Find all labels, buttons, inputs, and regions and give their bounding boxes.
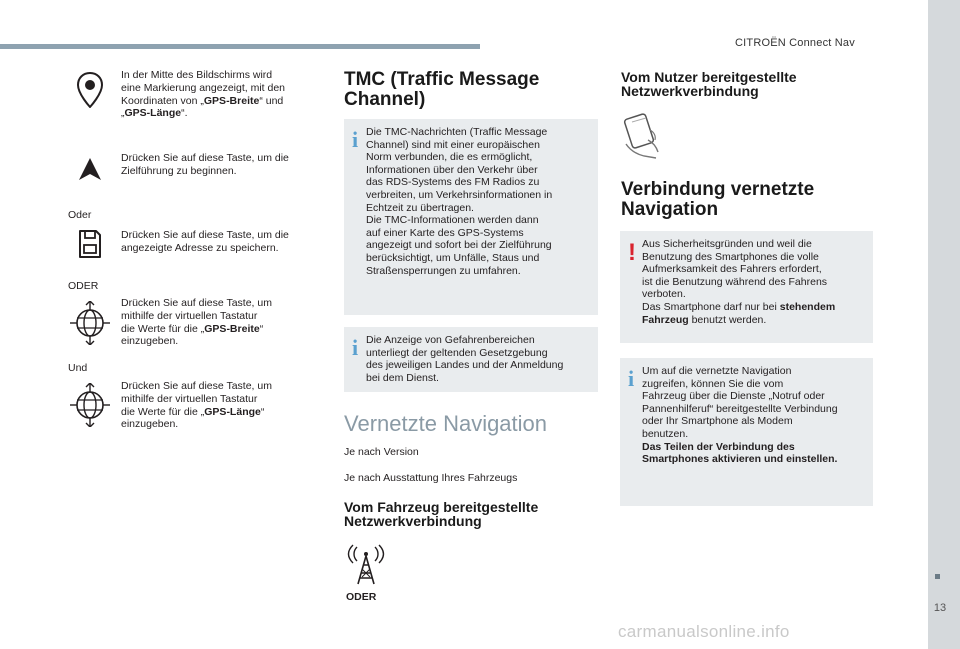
text-line: Echtzeit zu übertragen. [366,201,474,214]
tmc-info-text [366,126,552,277]
text-line: Channel) sind mit einer europäischen [366,138,540,151]
text-line: Die Anzeige von Gefahrenbereichen [366,334,535,346]
safety-warning-text [642,238,835,326]
text-line: benutzen. [642,427,689,440]
text-line: bei dem Dienst. [366,371,439,384]
text-line: Benutzung des Smartphones die volle [642,250,819,263]
navigation-arrow-icon [78,157,102,181]
text-line: angezeigt und sofort bei der Zielführung [366,239,552,252]
globe-arrows-icon [70,383,110,427]
header-title: CITROËN Connect Nav [735,37,855,49]
text-line: Aufmerksamkeit des Fahrers erfordert, [642,263,822,276]
item-marker-text [121,69,285,120]
text-line: Fahrzeug über die Dienste „Notruf oder [642,390,825,403]
text-line: Das Smartphone darf nur bei stehendem [642,300,836,313]
tmc-heading: TMC (Traffic Message Channel) [344,69,540,110]
text-line: Aus Sicherheitsgründen und weil die [642,238,812,250]
text-line: das RDS-Systems des FM Radios zu [366,176,540,189]
smartphone-hand-icon [622,112,662,160]
text-line: Drücken Sie auf diese Taste, um [121,380,272,392]
text-line: auf einer Karte des GPS-Systems [366,226,524,239]
text-line: verbreiten, um Verkehrsinformationen in [366,188,553,201]
item-latitude-text [121,297,272,348]
connection-info-box [620,358,873,506]
connection-info-text [642,365,838,466]
map-pin-icon [77,72,103,108]
text-line: Informationen über den Verkehr über [366,163,538,176]
text-line: ist die Benutzung während des Fahrens [642,275,828,288]
text-line: eine Markierung angezeigt, mit den [121,81,286,94]
page-number: 13 [933,602,947,614]
text-line: Drücken Sie auf diese Taste, um die [121,229,289,241]
item-start-text [121,152,289,178]
text-line: Die TMC-Nachrichten (Traffic Message [366,126,548,138]
text-line: die Werte für die „GPS-Länge“ [121,405,265,418]
tmc-info-box [344,119,598,315]
user-connection-heading: Vom Nutzer bereitgestellte Netzwerkverbindung [621,69,797,99]
text-line: Um auf die vernetzte Navigation [642,365,792,377]
text-line: des jeweiligen Landes und der Anmeldung [366,359,564,372]
und-label: Und [68,362,88,374]
antenna-tower-icon [347,543,385,585]
text-line: verboten. [642,288,686,301]
text-line: Koordinaten von „GPS-Breite“ und [121,94,284,107]
watermark-text: carmanualsonline.info [618,622,790,641]
text-line: Drücken Sie auf diese Taste, um die [121,152,289,164]
text-line: Norm verbunden, die es ermöglicht, [366,151,533,164]
text-line: oder Ihr Smartphone als Modem [642,415,793,428]
item-longitude-text [121,380,272,431]
danger-info-text [366,334,563,384]
header-bar [0,44,480,49]
text-line: mithilfe der virtuellen Tastatur [121,392,258,405]
text-line: mithilfe der virtuellen Tastatur [121,309,258,322]
text-line: die Werte für die „GPS-Breite“ [121,322,264,335]
connected-navigation-heading: Verbindung vernetzte Navigation [621,179,815,220]
text-line: In der Mitte des Bildschirms wird [121,69,273,81]
square-marker [935,574,940,579]
text-line: „GPS-Länge“. [121,107,188,120]
text-line: Die TMC-Informationen werden dann [366,214,539,227]
text-line: Fahrzeug benutzt werden. [642,313,767,326]
text-line: Straßensperrungen zu umfahren. [366,264,521,277]
equipment-note: Je nach Ausstattung Ihres Fahrzeugs [344,472,518,484]
vernetzte-navigation-heading: Vernetzte Navigation [344,411,548,436]
info-icon: i [352,335,359,360]
danger-info-box [344,327,598,392]
safety-warning-box [620,231,873,343]
info-icon: i [628,366,635,391]
text-line: unterliegt der geltenden Gesetzgebung [366,346,548,359]
vehicle-connection-heading: Vom Fahrzeug bereitgestellte Netzwerkverbindung [344,499,539,529]
text-line: zugreifen, können Sie die vom [642,377,784,390]
text-line: einzugeben. [121,418,179,431]
page-sidebar [928,0,960,649]
info-icon: i [352,127,359,152]
warning-icon: ! [628,239,636,266]
text-line: Das Teilen der Verbindung des [642,440,795,453]
version-note: Je nach Version [344,446,419,458]
text-line: angezeigte Adresse zu speichern. [121,241,279,254]
text-line: Pannenhilferuf“ bereitgestellte Verbindung [642,402,838,415]
text-line: Zielführung zu beginnen. [121,164,237,177]
oder-caption: ODER [346,591,377,603]
text-line: Drücken Sie auf diese Taste, um [121,297,272,309]
item-save-text [121,229,289,255]
save-icon [78,229,102,259]
globe-arrows-icon [70,301,110,345]
text-line: Smartphones aktivieren und einstellen. [642,453,838,466]
text-line: einzugeben. [121,335,179,348]
oder-label: Oder [68,209,92,221]
oder-label-caps: ODER [68,280,99,292]
text-line: berücksichtigt, um Unfälle, Staus und [366,251,540,264]
